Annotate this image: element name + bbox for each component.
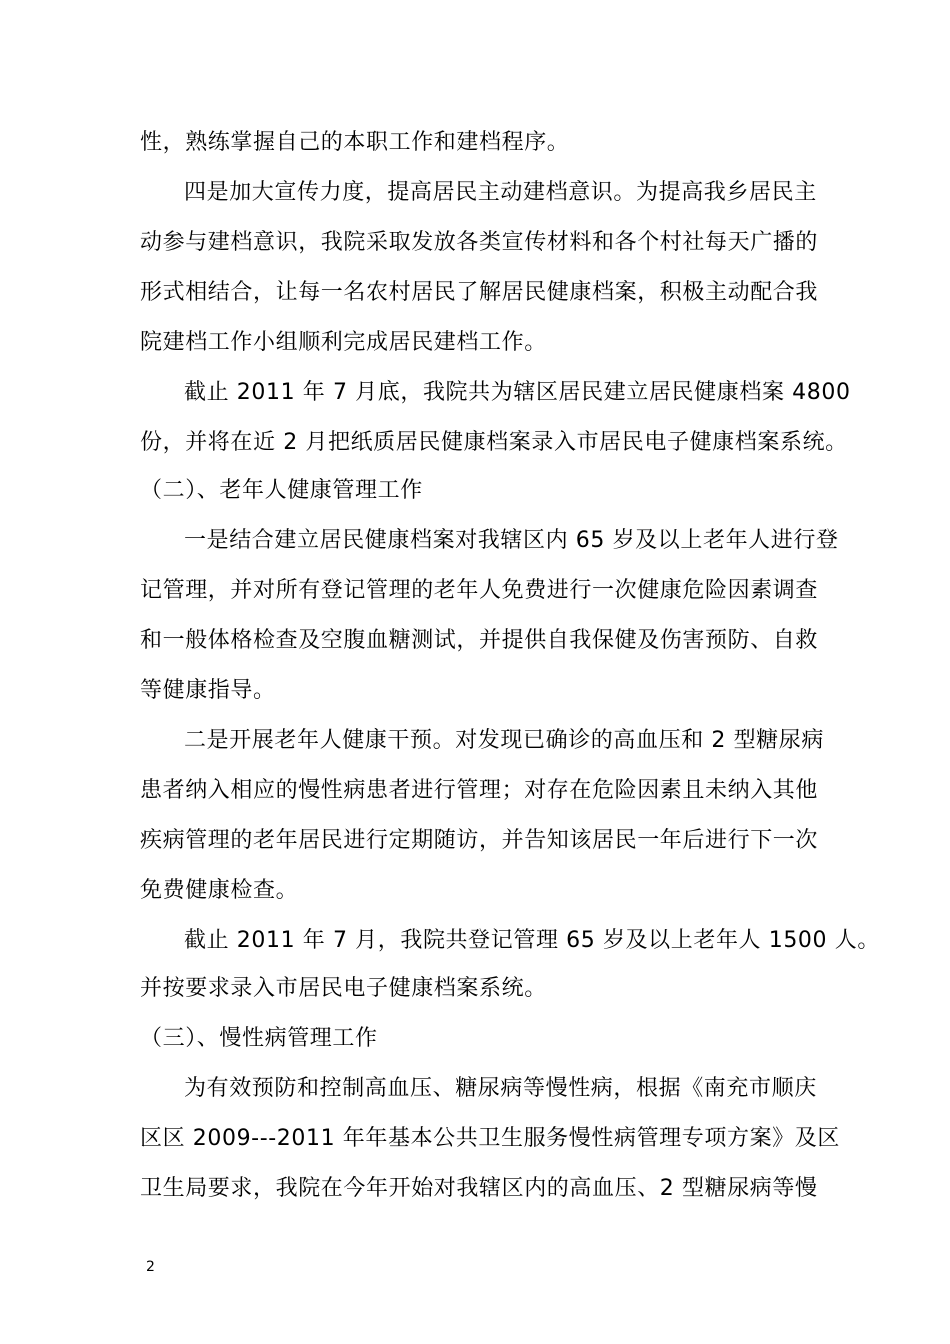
text-line: 院建档工作小组顺利完成居民建档工作。	[140, 330, 547, 355]
page-number: 2	[146, 1259, 155, 1275]
text-line: 等健康指导。	[140, 678, 276, 703]
text-line: 记管理，并对所有登记管理的老年人免费进行一次健康危险因素调查	[140, 578, 819, 603]
text-line: 四是加大宣传力度，提高居民主动建档意识。为提高我乡居民主	[184, 180, 817, 205]
text-line: 卫生局要求，我院在今年开始对我辖区内的高血压、2 型糖尿病等慢	[140, 1176, 818, 1201]
text-line: 和一般体格检查及空腹血糖测试，并提供自我保健及伤害预防、自救	[140, 628, 819, 653]
text-line: 一是结合建立居民健康档案对我辖区内 65 岁及以上老年人进行登	[184, 528, 839, 553]
text-line: 为有效预防和控制高血压、糖尿病等慢性病，根据《南充市顺庆	[184, 1076, 817, 1101]
text-line: 截止 2011 年 7 月底，我院共为辖区居民建立居民健康档案 4800	[184, 380, 851, 405]
text-line: 动参与建档意识，我院采取发放各类宣传材料和各个村社每天广播的	[140, 230, 819, 255]
text-line: 患者纳入相应的慢性病患者进行管理；对存在危险因素且未纳入其他	[140, 778, 819, 803]
text-line: 性，熟练掌握自己的本职工作和建档程序。	[140, 130, 570, 155]
text-line: 份，并将在近 2 月把纸质居民健康档案录入市居民电子健康档案系统。	[140, 430, 848, 455]
section-heading: （三）、慢性病管理工作	[140, 1026, 378, 1051]
text-line: 二是开展老年人健康干预。对发现已确诊的高血压和 2 型糖尿病	[184, 728, 824, 753]
text-line: 并按要求录入市居民电子健康档案系统。	[140, 976, 547, 1001]
text-line: 区区 2009---2011 年年基本公共卫生服务慢性病管理专项方案》及区	[140, 1126, 840, 1151]
section-heading: （二）、老年人健康管理工作	[140, 478, 423, 503]
text-line: 形式相结合，让每一名农村居民了解居民健康档案，积极主动配合我	[140, 280, 819, 305]
text-line: 截止 2011 年 7 月，我院共登记管理 65 岁及以上老年人 1500 人。	[184, 928, 880, 953]
text-line: 免费健康检查。	[140, 878, 299, 903]
text-line: 疾病管理的老年居民进行定期随访，并告知该居民一年后进行下一次	[140, 828, 819, 853]
